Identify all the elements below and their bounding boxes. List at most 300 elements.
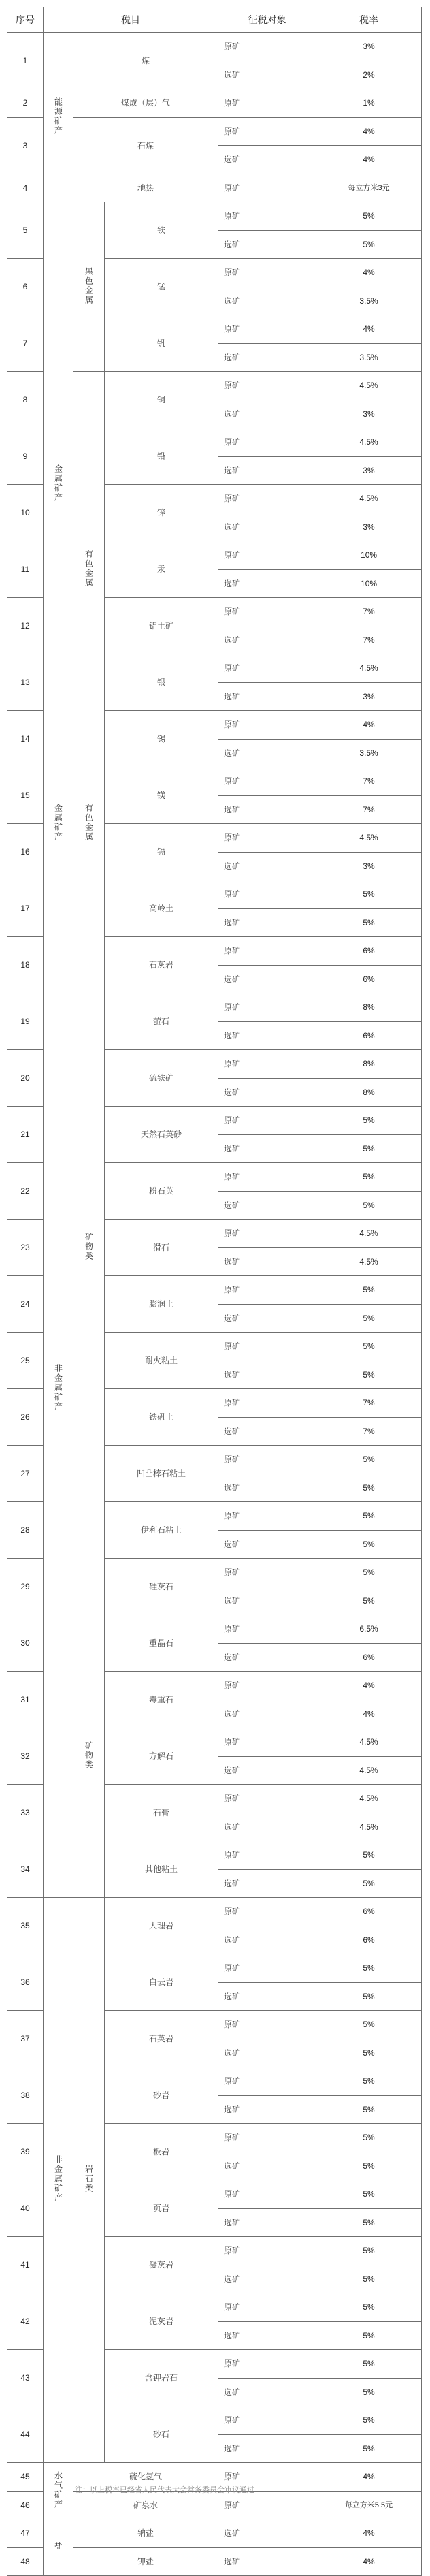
tax-rate: 7% [316, 767, 422, 796]
subcategory-label: 岩石类 [84, 2165, 94, 2193]
tax-object: 选矿 [218, 343, 316, 372]
mineral-name: 凹凸棒石粘土 [105, 1446, 218, 1502]
tax-object: 选矿 [218, 1361, 316, 1389]
tax-object: 选矿 [218, 2208, 316, 2237]
tax-rate: 4.5% [316, 654, 422, 683]
tax-object: 选矿 [218, 1869, 316, 1898]
subcategory-cell [73, 1898, 105, 2463]
row-number: 32 [7, 1728, 44, 1785]
row-number: 16 [7, 824, 44, 880]
tax-object: 选矿 [218, 2265, 316, 2293]
mineral-name: 银 [105, 654, 218, 711]
mineral-name: 钠盐 [73, 2519, 218, 2548]
tax-object: 选矿 [218, 1926, 316, 1954]
mineral-name: 铅 [105, 428, 218, 485]
tax-object: 原矿 [218, 202, 316, 231]
tax-rate: 4.5% [316, 1220, 422, 1248]
tax-object: 原矿 [218, 711, 316, 740]
tax-rate: 5% [316, 1474, 422, 1502]
row-number: 8 [7, 372, 44, 428]
tax-object: 原矿 [218, 174, 316, 202]
mineral-name: 煤 [73, 33, 218, 89]
tax-rate: 5% [316, 2067, 422, 2096]
tax-rate: 4% [316, 2519, 422, 2548]
tax-object: 原矿 [218, 1163, 316, 1192]
tax-rate: 4% [316, 2463, 422, 2492]
tax-rate: 4% [316, 1700, 422, 1728]
row-number: 13 [7, 654, 44, 711]
tax-rate: 5% [316, 1982, 422, 2011]
table-row [7, 767, 422, 796]
subcategory-label: 有色金属 [84, 804, 94, 842]
tax-object: 原矿 [218, 598, 316, 626]
tax-object: 选矿 [218, 1474, 316, 1502]
row-number: 45 [7, 2463, 44, 2492]
category-cell [44, 33, 73, 202]
category-label: 能源矿产 [53, 97, 63, 136]
row-number: 15 [7, 767, 44, 824]
mineral-name: 膨润土 [105, 1276, 218, 1333]
mineral-name: 石膏 [105, 1785, 218, 1841]
row-number: 7 [7, 315, 44, 372]
tax-object: 原矿 [218, 1898, 316, 1926]
row-number: 2 [7, 89, 44, 118]
footer-note: 注：以上税率已经省人民代表大会常务委员会审议通过 [75, 2486, 254, 2494]
tax-object: 原矿 [218, 767, 316, 796]
row-number: 31 [7, 1672, 44, 1728]
tax-object: 原矿 [218, 1333, 316, 1361]
tax-rate: 5% [316, 2237, 422, 2265]
tax-object: 选矿 [218, 1078, 316, 1107]
tax-rate: 4.5% [316, 1247, 422, 1276]
tax-rate: 4.5% [316, 485, 422, 513]
tax-table-document [7, 7, 422, 2576]
mineral-name: 含钾岩石 [105, 2350, 218, 2406]
mineral-name: 重晶石 [105, 1615, 218, 1672]
tax-object: 选矿 [218, 569, 316, 598]
tax-rate: 5% [316, 2095, 422, 2124]
mineral-name: 镁 [105, 767, 218, 824]
tax-object: 选矿 [218, 2378, 316, 2406]
tax-object: 选矿 [218, 1247, 316, 1276]
tax-object: 原矿 [218, 2011, 316, 2039]
tax-object: 原矿 [218, 315, 316, 344]
tax-object: 选矿 [218, 61, 316, 89]
subcategory-cell [73, 372, 105, 767]
tax-rate: 3% [316, 682, 422, 711]
tax-rate: 4.5% [316, 1756, 422, 1785]
tax-rate: 5% [316, 2434, 422, 2463]
tax-rate: 3.5% [316, 343, 422, 372]
category-cell [44, 1898, 73, 2463]
row-number: 3 [7, 117, 44, 174]
mineral-name: 滑石 [105, 1220, 218, 1276]
tax-object: 原矿 [218, 654, 316, 683]
tax-rate: 1% [316, 89, 422, 118]
mineral-name: 高岭土 [105, 880, 218, 937]
category-label: 非金属矿产 [53, 1364, 63, 1412]
tax-rate: 3.5% [316, 739, 422, 767]
tax-rate: 5% [316, 2406, 422, 2435]
tax-rate: 4.5% [316, 1813, 422, 1841]
row-number: 28 [7, 1502, 44, 1559]
row-number: 17 [7, 880, 44, 937]
tax-rate: 4% [316, 259, 422, 287]
category-cell [44, 767, 73, 880]
mineral-name: 硫铁矿 [105, 1050, 218, 1107]
row-number: 24 [7, 1276, 44, 1333]
tax-object: 选矿 [218, 1982, 316, 2011]
mineral-name: 其他粘土 [105, 1841, 218, 1898]
tax-rate: 5% [316, 1107, 422, 1135]
tax-object: 选矿 [218, 1304, 316, 1333]
category-cell [44, 2463, 73, 2519]
mineral-name: 煤成（层）气 [73, 89, 218, 118]
tax-object: 选矿 [218, 1191, 316, 1220]
mineral-name: 伊利石粘土 [105, 1502, 218, 1559]
tax-rate: 5% [316, 908, 422, 937]
tax-object: 原矿 [218, 541, 316, 570]
tax-rate: 4.5% [316, 824, 422, 853]
table-row [7, 2519, 422, 2548]
tax-rate: 5% [316, 880, 422, 909]
tax-rate: 5% [316, 1954, 422, 1983]
tax-object: 原矿 [218, 880, 316, 909]
tax-object: 选矿 [218, 2547, 316, 2576]
tax-object: 选矿 [218, 626, 316, 654]
category-label: 金属矿产 [53, 464, 63, 503]
tax-object: 原矿 [218, 117, 316, 146]
tax-rate: 7% [316, 626, 422, 654]
tax-rate: 5% [316, 2124, 422, 2152]
row-number: 6 [7, 259, 44, 315]
tax-object: 选矿 [218, 2321, 316, 2350]
row-number: 39 [7, 2124, 44, 2180]
table-body [7, 33, 422, 2576]
row-number: 27 [7, 1446, 44, 1502]
tax-object: 原矿 [218, 2124, 316, 2152]
tax-rate: 2% [316, 61, 422, 89]
tax-object: 原矿 [218, 1841, 316, 1870]
mineral-name: 砂岩 [105, 2067, 218, 2124]
tax-rate: 7% [316, 1389, 422, 1418]
row-number: 30 [7, 1615, 44, 1672]
mineral-name: 铝土矿 [105, 598, 218, 654]
mineral-name: 铁 [105, 202, 218, 259]
row-number: 4 [7, 174, 44, 202]
mineral-name: 硅灰石 [105, 1559, 218, 1615]
subcategory-cell [73, 202, 105, 372]
row-number: 12 [7, 598, 44, 654]
tax-object: 原矿 [218, 1050, 316, 1079]
header-row [7, 7, 422, 33]
tax-rate: 4% [316, 1672, 422, 1700]
table-row [7, 33, 422, 61]
tax-rate: 7% [316, 598, 422, 626]
subcategory-cell [73, 1615, 105, 1898]
mineral-name: 砂石 [105, 2406, 218, 2463]
tax-rate: 5% [316, 1559, 422, 1587]
mineral-name: 地热 [73, 174, 218, 202]
tax-object: 选矿 [218, 1643, 316, 1672]
tax-rate: 5% [316, 1530, 422, 1559]
tax-object: 原矿 [218, 1220, 316, 1248]
subcategory-cell [73, 767, 105, 880]
tax-rate: 8% [316, 1050, 422, 1079]
tax-object: 原矿 [218, 428, 316, 457]
row-number: 29 [7, 1559, 44, 1615]
tax-object: 选矿 [218, 682, 316, 711]
tax-object: 原矿 [218, 372, 316, 400]
tax-object: 原矿 [218, 1615, 316, 1644]
row-number: 35 [7, 1898, 44, 1954]
tax-object: 选矿 [218, 1700, 316, 1728]
tax-rate: 5% [316, 2321, 422, 2350]
mineral-name: 粉石英 [105, 1163, 218, 1220]
tax-rate: 6% [316, 1898, 422, 1926]
tax-object: 原矿 [218, 937, 316, 966]
tax-object: 选矿 [218, 739, 316, 767]
tax-object: 原矿 [218, 259, 316, 287]
category-cell [44, 2519, 73, 2576]
mineral-name: 镉 [105, 824, 218, 880]
tax-object: 原矿 [218, 824, 316, 853]
row-number: 36 [7, 1954, 44, 2011]
category-label: 金属矿产 [53, 804, 63, 842]
tax-rate: 5% [316, 2350, 422, 2379]
mineral-name: 大理岩 [105, 1898, 218, 1954]
tax-object: 原矿 [218, 1502, 316, 1531]
table-row [7, 202, 422, 231]
tax-rate: 4.5% [316, 372, 422, 400]
tax-rate: 3% [316, 456, 422, 485]
tax-rate: 5% [316, 2152, 422, 2180]
tax-rate: 3.5% [316, 287, 422, 315]
tax-object: 选矿 [218, 1021, 316, 1050]
mineral-name: 铁矾土 [105, 1389, 218, 1446]
mineral-name: 板岩 [105, 2124, 218, 2180]
tax-rate: 4.5% [316, 428, 422, 457]
header-object: 征税对象 [218, 7, 316, 33]
subcategory-label: 黑色金属 [84, 266, 94, 305]
tax-object: 选矿 [218, 1530, 316, 1559]
category-cell [44, 202, 73, 767]
tax-object: 原矿 [218, 2463, 316, 2492]
tax-rate: 5% [316, 1841, 422, 1870]
mineral-name: 萤石 [105, 993, 218, 1050]
mineral-name: 铜 [105, 372, 218, 428]
tax-rate: 5% [316, 1361, 422, 1389]
tax-rate: 3% [316, 33, 422, 61]
tax-object: 选矿 [218, 1134, 316, 1163]
tax-object: 选矿 [218, 230, 316, 259]
tax-rate: 4% [316, 711, 422, 740]
row-number: 22 [7, 1163, 44, 1220]
tax-object: 原矿 [218, 2491, 316, 2519]
row-number: 14 [7, 711, 44, 767]
tax-object: 原矿 [218, 33, 316, 61]
tax-object: 选矿 [218, 456, 316, 485]
mineral-name: 耐火粘土 [105, 1333, 218, 1389]
row-number: 26 [7, 1389, 44, 1446]
tax-rate: 8% [316, 1078, 422, 1107]
subcategory-label: 矿物类 [84, 1740, 94, 1770]
tax-rate: 4.5% [316, 1728, 422, 1757]
row-number: 1 [7, 33, 44, 89]
tax-object: 原矿 [218, 1559, 316, 1587]
row-number: 34 [7, 1841, 44, 1898]
tax-rate: 5% [316, 2180, 422, 2209]
mineral-name: 泥灰岩 [105, 2293, 218, 2350]
row-number: 46 [7, 2491, 44, 2519]
tax-object: 选矿 [218, 2039, 316, 2067]
tax-rate: 5% [316, 2208, 422, 2237]
mineral-name: 页岩 [105, 2180, 218, 2237]
tax-object: 原矿 [218, 2067, 316, 2096]
row-number: 41 [7, 2237, 44, 2293]
row-number: 20 [7, 1050, 44, 1107]
tax-object: 选矿 [218, 908, 316, 937]
tax-object: 原矿 [218, 1954, 316, 1983]
tax-rate: 每立方米5.5元 [316, 2491, 422, 2519]
row-number: 9 [7, 428, 44, 485]
tax-object: 原矿 [218, 89, 316, 118]
tax-rate: 5% [316, 1163, 422, 1192]
tax-rate: 5% [316, 2039, 422, 2067]
row-number: 5 [7, 202, 44, 259]
mineral-name: 锌 [105, 485, 218, 541]
mineral-name: 硫化氢气 [73, 2463, 218, 2492]
tax-object: 选矿 [218, 2434, 316, 2463]
row-number: 21 [7, 1107, 44, 1163]
category-label: 盐 [53, 2541, 63, 2551]
mineral-name: 锡 [105, 711, 218, 767]
tax-object: 选矿 [218, 2519, 316, 2548]
tax-object: 选矿 [218, 2152, 316, 2180]
table-row [7, 880, 422, 909]
subcategory-label: 矿物类 [84, 1232, 94, 1261]
tax-rate: 6.5% [316, 1615, 422, 1644]
tax-rate: 5% [316, 1869, 422, 1898]
tax-object: 选矿 [218, 513, 316, 541]
tax-object: 原矿 [218, 1107, 316, 1135]
tax-object: 选矿 [218, 795, 316, 824]
row-number: 44 [7, 2406, 44, 2463]
tax-object: 选矿 [218, 852, 316, 880]
mineral-name: 石英岩 [105, 2011, 218, 2067]
tax-object: 选矿 [218, 146, 316, 174]
mineral-name: 石煤 [73, 117, 218, 174]
mineral-name: 钒 [105, 315, 218, 372]
tax-object: 原矿 [218, 1785, 316, 1813]
tax-object: 选矿 [218, 1587, 316, 1615]
tax-rate: 3% [316, 400, 422, 428]
category-label: 水气矿产 [53, 2470, 63, 2509]
tax-rate: 7% [316, 795, 422, 824]
tax-object: 原矿 [218, 2237, 316, 2265]
tax-object: 选矿 [218, 2095, 316, 2124]
tax-rate: 5% [316, 1276, 422, 1305]
subcategory-cell [73, 880, 105, 1615]
row-number: 43 [7, 2350, 44, 2406]
table-row [7, 1898, 422, 1926]
tax-object: 选矿 [218, 287, 316, 315]
tax-object: 原矿 [218, 1672, 316, 1700]
tax-rate: 5% [316, 2011, 422, 2039]
tax-object: 原矿 [218, 2406, 316, 2435]
tax-rate: 5% [316, 2378, 422, 2406]
tax-rate: 6% [316, 1926, 422, 1954]
mineral-name: 天然石英砂 [105, 1107, 218, 1163]
resource-tax-table [7, 7, 422, 2576]
subcategory-label: 有色金属 [84, 549, 94, 588]
mineral-name: 毒重石 [105, 1672, 218, 1728]
row-number: 19 [7, 993, 44, 1050]
tax-object: 原矿 [218, 993, 316, 1022]
tax-object: 选矿 [218, 1756, 316, 1785]
tax-rate: 6% [316, 965, 422, 993]
tax-object: 选矿 [218, 400, 316, 428]
row-number: 11 [7, 541, 44, 598]
tax-rate: 10% [316, 569, 422, 598]
tax-rate: 4.5% [316, 1785, 422, 1813]
tax-rate: 5% [316, 230, 422, 259]
tax-object: 原矿 [218, 485, 316, 513]
tax-rate: 4% [316, 146, 422, 174]
tax-rate: 5% [316, 1134, 422, 1163]
row-number: 37 [7, 2011, 44, 2067]
tax-rate: 6% [316, 937, 422, 966]
mineral-name: 白云岩 [105, 1954, 218, 2011]
header-rate: 税率 [316, 7, 422, 33]
tax-rate: 5% [316, 2293, 422, 2322]
tax-object: 原矿 [218, 1446, 316, 1474]
tax-rate: 4% [316, 315, 422, 344]
tax-object: 选矿 [218, 1417, 316, 1446]
tax-object: 原矿 [218, 2350, 316, 2379]
tax-rate: 每立方米3元 [316, 174, 422, 202]
tax-rate: 8% [316, 993, 422, 1022]
tax-rate: 5% [316, 1587, 422, 1615]
mineral-name: 石灰岩 [105, 937, 218, 993]
mineral-name: 汞 [105, 541, 218, 598]
category-label: 非金属矿产 [53, 2155, 63, 2203]
tax-rate: 7% [316, 1417, 422, 1446]
mineral-name: 锰 [105, 259, 218, 315]
tax-rate: 6% [316, 1021, 422, 1050]
row-number: 47 [7, 2519, 44, 2548]
row-number: 18 [7, 937, 44, 993]
row-number: 25 [7, 1333, 44, 1389]
row-number: 23 [7, 1220, 44, 1276]
mineral-name: 矿泉水 [73, 2491, 218, 2519]
row-number: 10 [7, 485, 44, 541]
row-number: 48 [7, 2547, 44, 2576]
tax-rate: 5% [316, 202, 422, 231]
category-cell [44, 880, 73, 1898]
row-number: 42 [7, 2293, 44, 2350]
row-number: 38 [7, 2067, 44, 2124]
tax-rate: 5% [316, 1191, 422, 1220]
mineral-name: 钾盐 [73, 2547, 218, 2576]
header-item: 税目 [44, 7, 218, 33]
tax-object: 原矿 [218, 2180, 316, 2209]
header-seq: 序号 [7, 7, 44, 33]
tax-rate: 4% [316, 2547, 422, 2576]
tax-rate: 5% [316, 1446, 422, 1474]
tax-rate: 5% [316, 1333, 422, 1361]
tax-rate: 5% [316, 1502, 422, 1531]
